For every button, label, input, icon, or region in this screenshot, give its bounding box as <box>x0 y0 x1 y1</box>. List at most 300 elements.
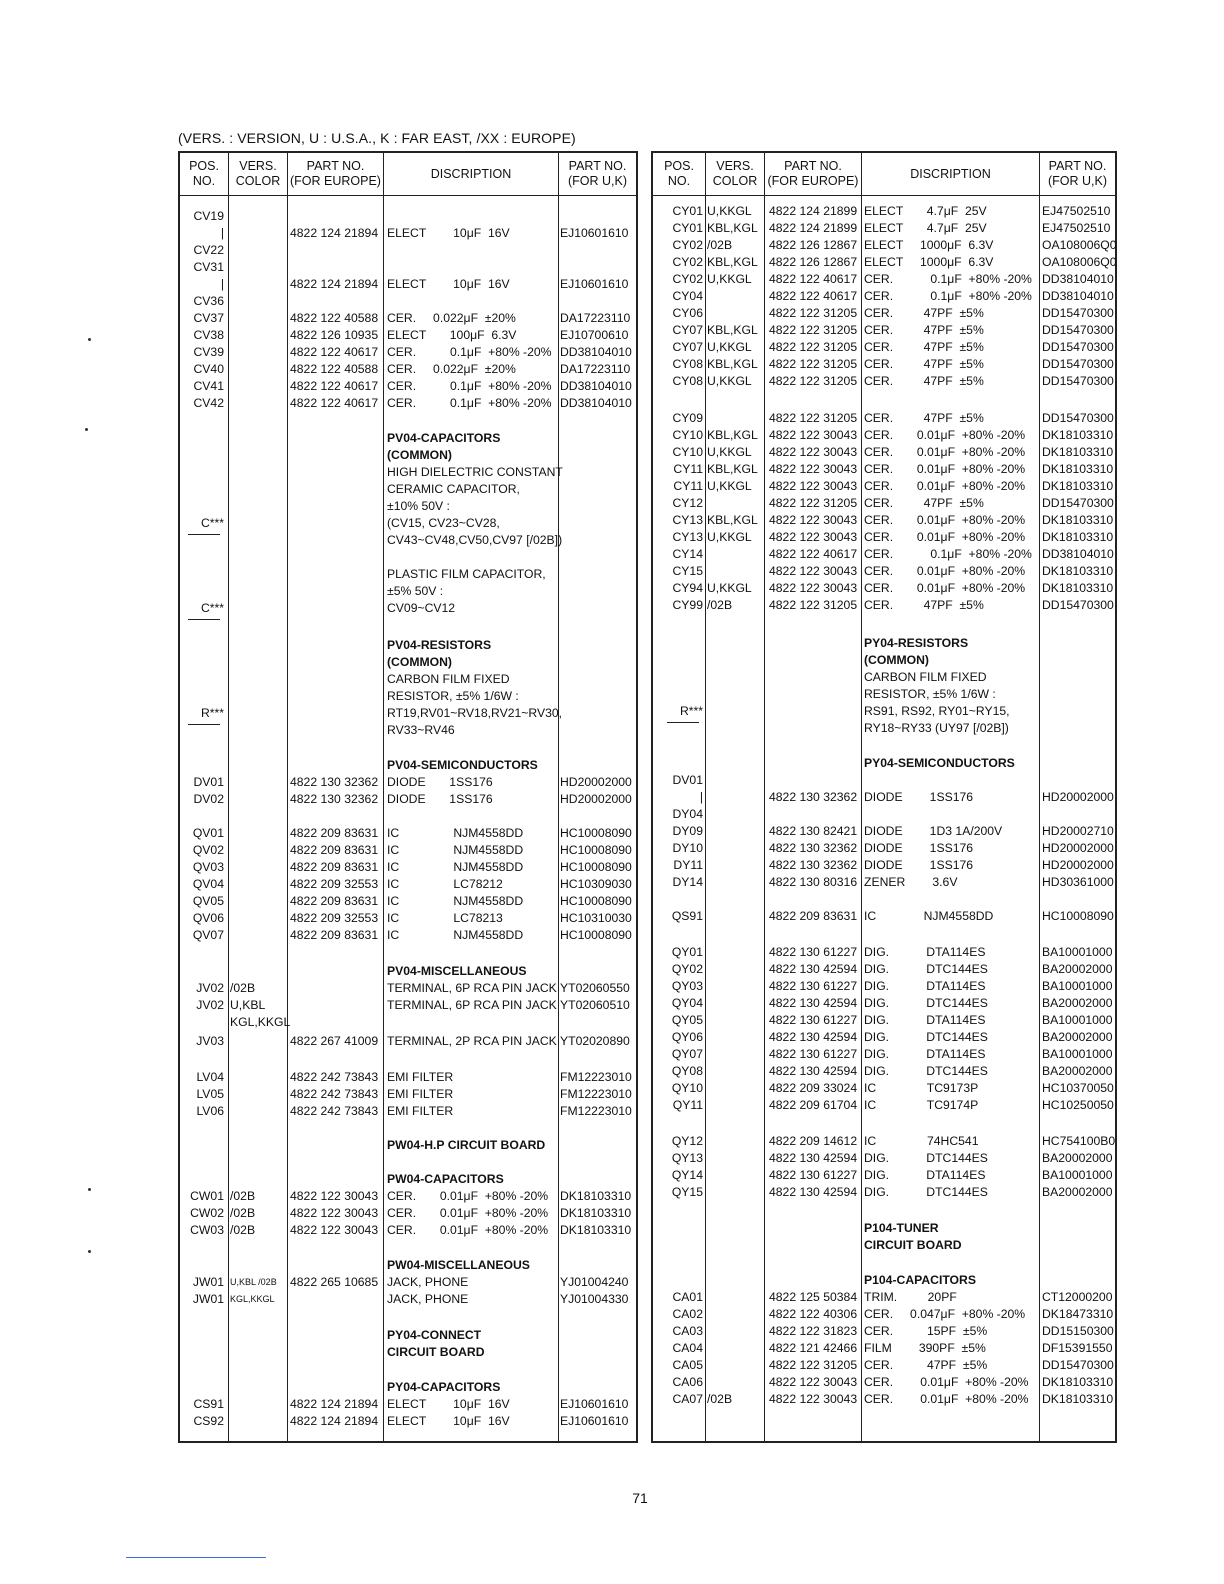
pos-cell: QY06 <box>671 1030 703 1044</box>
table-row <box>653 686 1115 703</box>
version-cell: KBL,KGL <box>707 255 758 269</box>
description-cell: PY04-CAPACITORS <box>387 1380 501 1394</box>
table-row <box>653 978 1115 995</box>
pos-cell: CY02 <box>672 272 703 286</box>
table-row <box>180 1222 636 1239</box>
version-cell: KGL,KKGL <box>230 1015 291 1029</box>
table-row <box>180 259 636 276</box>
version-cell: U,KKGL <box>707 581 752 595</box>
parts-table-left <box>178 151 638 1443</box>
version-cell: U,KKGL <box>707 374 752 388</box>
part-no-uk-cell: DK18103310 <box>1042 530 1114 544</box>
part-no-uk-cell: DD38104010 <box>1042 272 1114 286</box>
part-no-europe-cell: 4822 130 42594 <box>769 1064 858 1078</box>
pos-cell: CY01 <box>672 221 703 235</box>
pos-cell: CY15 <box>672 564 703 578</box>
part-no-europe-cell: 4822 267 41009 <box>290 1034 379 1048</box>
part-no-europe-cell: 4822 122 31205 <box>769 374 858 388</box>
version-cell: KBL,KGL <box>707 513 758 527</box>
version-legend: (VERS. : VERSION, U : U.S.A., K : FAR EAST, /XX : EUROPE) <box>178 130 576 146</box>
description-cell: DIG. DTC144ES <box>864 996 988 1010</box>
pos-cell: CA05 <box>672 1358 703 1372</box>
description-cell: DIODE 1SS176 <box>864 858 974 872</box>
table-row <box>180 1086 636 1103</box>
footer-rule <box>126 1557 266 1558</box>
description-cell: CER. 0.01μF +80% -20% <box>864 1375 1029 1389</box>
part-no-europe-cell: 4822 209 33024 <box>769 1081 858 1095</box>
part-no-uk-cell: DA17223110 <box>560 362 631 376</box>
part-no-uk-cell: FM12223010 <box>560 1070 632 1084</box>
part-no-europe-cell: 4822 122 30043 <box>769 564 858 578</box>
description-cell: DIG. DTA114ES <box>864 1047 986 1061</box>
part-no-europe-cell: 4822 130 82421 <box>769 824 858 838</box>
description-cell: CER. 15PF ±5% <box>864 1324 988 1338</box>
description-cell: CER. 0.01μF +80% -20% <box>864 564 1026 578</box>
version-cell: U,KBL /02B <box>230 1277 277 1287</box>
description-cell: ELECT 10μF 16V <box>387 226 510 240</box>
table-row <box>653 1150 1115 1167</box>
description-cell: IC 74HC541 <box>864 1134 979 1148</box>
part-no-europe-cell: 4822 122 30043 <box>769 428 858 442</box>
part-no-europe-cell: 4822 122 40306 <box>769 1307 858 1321</box>
description-cell: CER. 0.047μF +80% -20% <box>864 1307 1026 1321</box>
pos-cell: CY13 <box>672 513 703 527</box>
table-row <box>180 876 636 893</box>
table-row <box>653 322 1115 339</box>
description-cell: TERMINAL, 2P RCA PIN JACK <box>387 1034 557 1048</box>
pos-cell: QY11 <box>672 1098 703 1112</box>
description-cell: IC TC9173P <box>864 1081 979 1095</box>
table-row <box>180 276 636 293</box>
table-row <box>180 225 636 242</box>
pos-cell: CY13 <box>672 530 703 544</box>
description-cell: CER. 47PF ±5% <box>864 323 984 337</box>
part-no-uk-cell: FM12223010 <box>560 1104 632 1118</box>
part-no-europe-cell: 4822 242 73843 <box>290 1070 379 1084</box>
description-cell: CER. 47PF ±5% <box>864 306 984 320</box>
part-no-europe-cell: 4822 209 14612 <box>769 1134 858 1148</box>
description-cell: DIG. DTA114ES <box>864 1168 986 1182</box>
part-no-europe-cell: 4822 122 30043 <box>769 530 858 544</box>
part-no-europe-cell: 4822 130 32362 <box>290 792 379 806</box>
table-row <box>180 1014 636 1031</box>
table-row <box>653 203 1115 220</box>
table-row <box>653 1133 1115 1150</box>
header-description: DISCRIPTION <box>910 166 991 181</box>
description-cell: PW04-MISCELLANEOUS <box>387 1258 530 1272</box>
part-no-uk-cell: DK18103310 <box>1042 581 1114 595</box>
pos-cell: CY11 <box>673 479 703 493</box>
part-no-europe-cell: 4822 122 30043 <box>769 513 858 527</box>
description-cell: (COMMON) <box>864 653 929 667</box>
pos-cell: QY12 <box>671 1134 703 1148</box>
table-row <box>180 1257 636 1274</box>
description-cell: DIODE 1D3 1A/200V <box>864 824 1003 838</box>
description-cell: ELECT 1000μF 6.3V <box>864 238 994 252</box>
pos-cell: QY13 <box>671 1151 703 1165</box>
part-no-uk-cell: DD15150300 <box>1042 1324 1114 1338</box>
table-row <box>653 1237 1115 1254</box>
description-cell: IC NJM4558DD <box>387 860 524 874</box>
part-no-uk-cell: HD20002000 <box>1042 841 1114 855</box>
description-cell: CER. 0.1μF +80% -20% <box>864 547 1032 561</box>
part-no-europe-cell: 4822 122 40588 <box>290 362 379 376</box>
description-cell: ELECT 10μF 16V <box>387 1414 510 1428</box>
pos-cell: CW03 <box>190 1223 224 1237</box>
part-no-uk-cell: HC10008090 <box>1042 909 1114 923</box>
description-cell: DIG. DTC144ES <box>864 1064 988 1078</box>
description-cell: DIG. DTA114ES <box>864 945 986 959</box>
pos-cell: | <box>220 226 224 240</box>
description-cell: EMI FILTER <box>387 1070 454 1084</box>
page-number: 71 <box>632 1490 648 1506</box>
description-cell: PV04-CAPACITORS <box>387 431 501 445</box>
pos-cell: CY94 <box>672 581 703 595</box>
table-row <box>653 495 1115 512</box>
part-no-europe-cell: 4822 130 32362 <box>290 775 379 789</box>
part-no-uk-cell: BA20002000 <box>1042 962 1113 976</box>
table-row <box>653 1046 1115 1063</box>
part-no-europe-cell: 4822 209 32553 <box>290 911 379 925</box>
description-cell: PV04-RESISTORS <box>387 638 492 652</box>
table-row <box>653 908 1115 925</box>
table-row <box>180 1188 636 1205</box>
description-cell: RESISTOR, ±5% 1/6W : <box>387 689 519 703</box>
table-row <box>180 464 636 481</box>
version-cell: KBL,KGL <box>707 462 758 476</box>
part-no-uk-cell: YT02060510 <box>560 998 630 1012</box>
pos-cell: QY05 <box>671 1013 703 1027</box>
pos-cell: QY03 <box>671 979 703 993</box>
part-no-uk-cell: DD38104010 <box>560 379 632 393</box>
part-no-uk-cell: YJ01004330 <box>560 1292 629 1306</box>
description-cell: CER. 47PF ±5% <box>864 340 984 354</box>
table-row <box>653 669 1115 686</box>
scan-speck <box>88 338 91 341</box>
part-no-uk-cell: DK18103310 <box>1042 513 1114 527</box>
table-row <box>180 1103 636 1120</box>
pos-cell: CA06 <box>672 1375 703 1389</box>
table-row <box>653 1184 1115 1201</box>
part-no-uk-cell: DD38104010 <box>1042 289 1114 303</box>
part-no-uk-cell: DK18103310 <box>1042 428 1114 442</box>
table-row <box>653 220 1115 237</box>
pos-cell: LV04 <box>196 1070 224 1084</box>
pos-cell: R*** <box>200 706 224 720</box>
table-row <box>653 944 1115 961</box>
description-cell: CER. 0.01μF +80% -20% <box>387 1189 549 1203</box>
pos-cell: CV31 <box>193 260 224 274</box>
table-row <box>653 373 1115 390</box>
part-no-uk-cell: OA108006Q0 <box>1042 255 1117 269</box>
description-cell: DIG. DTC144ES <box>864 962 988 976</box>
description-cell: PY04-CONNECT <box>387 1328 482 1342</box>
description-cell: CER. 47PF ±5% <box>864 598 984 612</box>
table-row <box>653 755 1115 772</box>
table-row <box>653 254 1115 271</box>
description-cell: CER. 0.01μF +80% -20% <box>864 1392 1029 1406</box>
description-cell: CER. 0.022μF ±20% <box>387 362 516 376</box>
parts-table-right <box>651 151 1117 1443</box>
pos-cell: CV36 <box>193 294 224 308</box>
description-cell: CER. 0.1μF +80% -20% <box>387 379 552 393</box>
table-row <box>180 705 636 722</box>
pos-cell: C*** <box>200 601 224 615</box>
pos-cell: CW01 <box>190 1189 224 1203</box>
part-no-uk-cell: HC10008090 <box>560 928 632 942</box>
part-no-europe-cell: 4822 126 12867 <box>769 255 858 269</box>
part-no-uk-cell: HD20002000 <box>1042 858 1114 872</box>
part-no-uk-cell: FM12223010 <box>560 1087 632 1101</box>
table-row <box>180 361 636 378</box>
description-cell: IC TC9174P <box>864 1098 979 1112</box>
table-row <box>180 1171 636 1188</box>
pos-cell: JV02 <box>196 998 224 1012</box>
part-no-uk-cell: BA10001000 <box>1042 979 1113 993</box>
table-row <box>180 327 636 344</box>
part-no-uk-cell: BA10001000 <box>1042 1013 1113 1027</box>
table-row <box>180 1396 636 1413</box>
description-cell: DIG. DTC144ES <box>864 1030 988 1044</box>
pos-cell: | <box>699 790 703 804</box>
pos-cell: CS91 <box>193 1397 224 1411</box>
part-no-uk-cell: DA17223110 <box>560 311 631 325</box>
pos-cell: QV03 <box>192 860 224 874</box>
version-cell: U,KKGL <box>707 479 752 493</box>
table-row <box>653 478 1115 495</box>
pos-cell: LV06 <box>196 1104 224 1118</box>
table-row <box>180 1379 636 1396</box>
part-no-europe-cell: 4822 122 40617 <box>290 396 379 410</box>
part-no-uk-cell: YT02060550 <box>560 981 630 995</box>
part-no-uk-cell: DD15470300 <box>1042 306 1114 320</box>
part-no-europe-cell: 4822 122 31205 <box>769 323 858 337</box>
pos-cell: JV02 <box>196 981 224 995</box>
table-row <box>180 1137 636 1154</box>
pos-cell: | <box>220 277 224 291</box>
pos-cell: CY09 <box>672 411 703 425</box>
description-cell: RV33~RV46 <box>387 723 455 737</box>
table-row <box>180 378 636 395</box>
version-cell: /02B <box>707 1392 733 1406</box>
scan-speck <box>88 1188 91 1191</box>
version-cell: U,KKGL <box>707 204 752 218</box>
description-cell: DIG. DTA114ES <box>864 979 986 993</box>
table-row <box>653 529 1115 546</box>
pos-cell: QY08 <box>671 1064 703 1078</box>
part-no-europe-cell: 4822 122 30043 <box>290 1189 379 1203</box>
description-cell: CER. 0.1μF +80% -20% <box>864 289 1032 303</box>
part-no-europe-cell: 4822 130 32362 <box>769 858 858 872</box>
part-no-uk-cell: HD30361000 <box>1042 875 1114 889</box>
pos-cell: JW01 <box>192 1292 224 1306</box>
description-cell: CER. 47PF ±5% <box>864 411 984 425</box>
pos-cell: CS92 <box>193 1414 224 1428</box>
part-no-europe-cell: 4822 125 50384 <box>769 1290 858 1304</box>
pos-cell: CV39 <box>193 345 224 359</box>
part-no-europe-cell: 4822 122 40617 <box>769 272 858 286</box>
part-no-uk-cell: HD20002000 <box>560 792 632 806</box>
table-row <box>180 293 636 310</box>
part-no-uk-cell: OA108006Q0 <box>1042 238 1117 252</box>
part-no-uk-cell: EJ47502510 <box>1042 221 1111 235</box>
description-cell: TERMINAL, 6P RCA PIN JACK <box>387 998 557 1012</box>
version-cell: U,KBL <box>230 998 266 1012</box>
version-cell: KBL,KGL <box>707 428 758 442</box>
pos-cell: CY08 <box>672 357 703 371</box>
pos-cell: CV42 <box>193 396 224 410</box>
description-cell: IC NJM4558DD <box>387 928 524 942</box>
part-no-europe-cell: 4822 130 61227 <box>769 945 858 959</box>
table-row <box>653 823 1115 840</box>
description-cell: EMI FILTER <box>387 1087 454 1101</box>
description-cell: FILM 390PF ±5% <box>864 1341 986 1355</box>
table-row <box>653 546 1115 563</box>
table-row <box>653 597 1115 614</box>
description-cell: TERMINAL, 6P RCA PIN JACK <box>387 981 557 995</box>
table-row <box>653 237 1115 254</box>
part-no-europe-cell: 4822 122 31205 <box>769 357 858 371</box>
description-cell: ELECT 100μF 6.3V <box>387 328 517 342</box>
table-row <box>653 806 1115 823</box>
table-row <box>180 825 636 842</box>
part-no-uk-cell: HD20002000 <box>1042 790 1114 804</box>
table-row <box>180 1413 636 1430</box>
description-cell: P104-TUNER <box>864 1221 939 1235</box>
part-no-uk-cell: HD20002710 <box>1042 824 1114 838</box>
table-row <box>653 772 1115 789</box>
version-cell: KBL,KGL <box>707 323 758 337</box>
description-cell: IC LC78213 <box>387 911 503 925</box>
header-description: DISCRIPTION <box>430 166 512 181</box>
table-row <box>653 271 1115 288</box>
part-no-europe-cell: 4822 124 21894 <box>290 277 379 291</box>
part-no-europe-cell: 4822 122 30043 <box>290 1206 379 1220</box>
part-no-europe-cell: 4822 122 31205 <box>769 340 858 354</box>
version-cell: /02B <box>230 1206 256 1220</box>
part-no-europe-cell: 4822 124 21894 <box>290 226 379 240</box>
pos-cell: QY04 <box>671 996 703 1010</box>
part-no-uk-cell: HC10309030 <box>560 877 632 891</box>
part-no-europe-cell: 4822 122 30043 <box>769 1375 858 1389</box>
pos-cell: CA03 <box>672 1324 703 1338</box>
table-row <box>653 1272 1115 1289</box>
table-row <box>180 688 636 705</box>
table-row <box>180 242 636 259</box>
part-no-uk-cell: YT02020890 <box>560 1034 630 1048</box>
part-no-uk-cell: DK18103310 <box>1042 479 1114 493</box>
pos-cell: CV40 <box>193 362 224 376</box>
description-cell: CER. 0.01μF +80% -20% <box>387 1206 549 1220</box>
description-cell: CV43~CV48,CV50,CV97 [/02B]) <box>387 533 563 547</box>
part-no-uk-cell: BA10001000 <box>1042 945 1113 959</box>
part-no-europe-cell: 4822 130 61227 <box>769 1047 858 1061</box>
part-no-uk-cell: DD38104010 <box>560 345 632 359</box>
description-cell: CARBON FILM FIXED <box>864 670 987 684</box>
description-cell: ±5% 50V : <box>387 584 444 598</box>
pos-cell: DV01 <box>193 775 224 789</box>
pos-cell: QY07 <box>671 1047 703 1061</box>
part-no-uk-cell: EJ10601610 <box>560 1414 629 1428</box>
part-no-europe-cell: 4822 130 42594 <box>769 962 858 976</box>
pos-cell: CY10 <box>672 428 703 442</box>
description-cell: CER. 0.01μF +80% -20% <box>864 530 1026 544</box>
version-cell: U,KKGL <box>707 445 752 459</box>
part-no-europe-cell: 4822 130 61227 <box>769 1168 858 1182</box>
table-row <box>180 859 636 876</box>
description-cell: CER. 0.01μF +80% -20% <box>864 581 1026 595</box>
table-row <box>653 840 1115 857</box>
table-row <box>180 757 636 774</box>
pos-cell: QV05 <box>192 894 224 908</box>
part-no-europe-cell: 4822 209 83631 <box>290 928 379 942</box>
table-row <box>653 1391 1115 1408</box>
description-cell: (CV15, CV23~CV28, <box>387 516 500 530</box>
part-no-uk-cell: HC10008090 <box>560 826 632 840</box>
table-row <box>180 671 636 688</box>
part-no-europe-cell: 4822 209 32553 <box>290 877 379 891</box>
description-cell: DIODE 1SS176 <box>387 792 493 806</box>
table-row <box>180 722 636 739</box>
table-row <box>653 444 1115 461</box>
table-row <box>653 339 1115 356</box>
table-row <box>180 980 636 997</box>
table-row <box>653 1323 1115 1340</box>
description-cell: CER. 0.1μF +80% -20% <box>387 345 552 359</box>
header-part-europe: PART NO. (FOR EUROPE) <box>290 159 381 188</box>
table-row <box>180 430 636 447</box>
pos-cell: CY07 <box>672 340 703 354</box>
part-no-uk-cell: DD38104010 <box>560 396 632 410</box>
part-no-uk-cell: DD15470300 <box>1042 598 1114 612</box>
table-row <box>653 635 1115 652</box>
part-no-uk-cell: DK18103310 <box>1042 445 1114 459</box>
table-row <box>653 703 1115 720</box>
table-row <box>180 1327 636 1344</box>
pos-cell: CY08 <box>672 374 703 388</box>
table-row <box>653 961 1115 978</box>
part-no-europe-cell: 4822 124 21894 <box>290 1414 379 1428</box>
part-no-uk-cell: DD15470300 <box>1042 374 1114 388</box>
part-no-uk-cell: DK18473310 <box>1042 1307 1114 1321</box>
part-no-europe-cell: 4822 209 61704 <box>769 1098 858 1112</box>
version-cell: /02B <box>230 1189 256 1203</box>
version-cell: U,KKGL <box>707 272 752 286</box>
part-no-europe-cell: 4822 122 40617 <box>290 345 379 359</box>
part-no-europe-cell: 4822 130 42594 <box>769 1030 858 1044</box>
part-no-europe-cell: 4822 122 40617 <box>769 289 858 303</box>
pos-cell: CY02 <box>672 255 703 269</box>
table-row <box>653 789 1115 806</box>
table-row <box>180 395 636 412</box>
scan-speck <box>88 1250 91 1253</box>
table-row <box>180 344 636 361</box>
part-no-uk-cell: HC10370050 <box>1042 1081 1114 1095</box>
description-cell: EMI FILTER <box>387 1104 454 1118</box>
version-cell: KGL,KKGL <box>230 1294 275 1304</box>
part-no-europe-cell: 4822 122 31205 <box>769 306 858 320</box>
description-cell: CER. 0.01μF +80% -20% <box>864 428 1026 442</box>
table-row <box>653 652 1115 669</box>
pos-cell: CA04 <box>672 1341 703 1355</box>
description-cell: PW04-CAPACITORS <box>387 1172 504 1186</box>
pos-cell: JV03 <box>196 1034 224 1048</box>
table-row <box>180 447 636 464</box>
part-no-europe-cell: 4822 122 30043 <box>769 462 858 476</box>
pos-cell: DY09 <box>672 824 703 838</box>
description-cell: TRIM. 20PF <box>864 1290 957 1304</box>
part-no-uk-cell: DD38104010 <box>1042 547 1114 561</box>
